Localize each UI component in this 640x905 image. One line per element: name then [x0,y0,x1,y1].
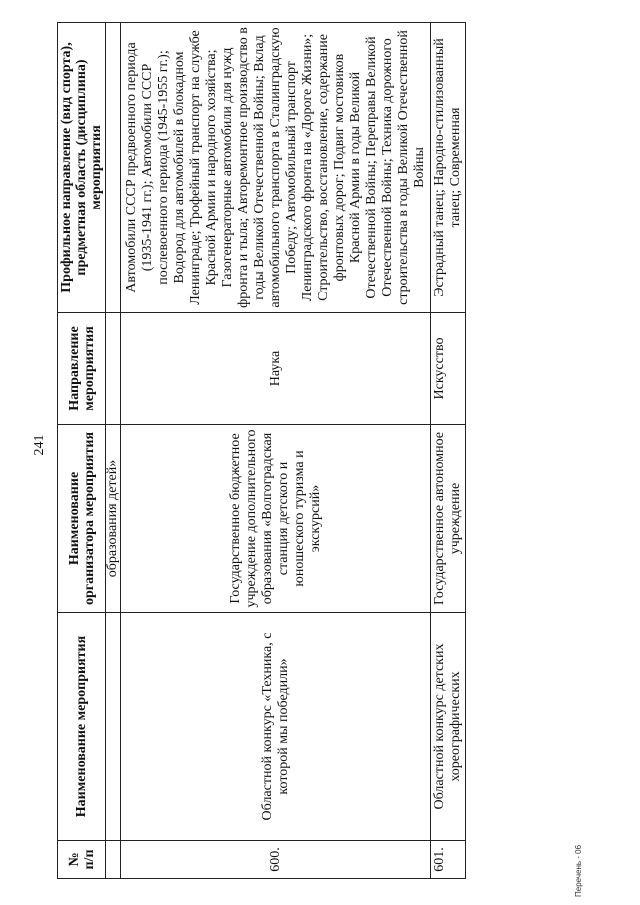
carry-num-cell [106,841,121,879]
header-profile: Профильное направление (вид спорта), предметная область (дисциплина) мероприятия [58,23,106,313]
header-num: № п/п [58,841,106,879]
row-profile: Эстрадный танец; Народно-стилизованный танец; Современная [431,23,466,313]
carry-direction-cell [106,313,121,425]
row-direction: Искусство [431,313,466,425]
header-name: Наименование мероприятия [58,613,106,841]
header-organizer: Наименование организатора мероприятия [58,425,106,613]
table-row [431,23,466,879]
row-profile: Автомобили СССР предвоенного периода (1935-1941 гг.); Автомобили СССР послевоенного периода (1945-1955 гг.); Водород для автомобилей в блокадном Ленинграде; Трофейный транспорт на службе Красной Армии и народного хозяйства; Газогенераторные автомобили для нужд фронта и тыла; Авторемонтное производство в годы Великой Отечественной Войны; Вклад автомобильного транспорта в Сталинградскую Победу; Автомобильный транспорт Ленинградского фронта на «Дороге Жизни»; Строительство, восстановление, содержание фронтовых дорог; Подвиг мостовиков Красной Армии в годы Великой Отечественной Войны; Переправы Великой Отечественной Войны; Техника дорожного строительства в годы Великой Отечественной Войны [121,23,431,313]
carry-organizer-cell: образования детей» [106,425,121,613]
carry-name-cell [106,613,121,841]
row-organizer: Государственное автономное учреждение [431,425,466,613]
header-direction: Направление мероприятия [58,313,106,425]
row-num: 601. [431,841,466,879]
row-organizer: Государственное бюджетное учреждение дополнительного образования «Волгоградская станция детского и юношеского туризма и экскурсий» [121,425,431,613]
table-header-row [58,23,106,879]
row-event-name: Областной конкурс «Техника, с которой мы победили» [121,613,431,841]
footer-reference: Перечень - 06 [574,844,583,897]
row-event-name: Областной конкурс детских хореографических [431,613,466,841]
carry-profile-cell [106,23,121,313]
events-table [57,22,466,879]
row-direction: Наука [121,313,431,425]
page-number: 241 [32,434,47,456]
carry-over-row [106,23,121,879]
table-row [121,23,431,879]
row-num: 600. [121,841,431,879]
